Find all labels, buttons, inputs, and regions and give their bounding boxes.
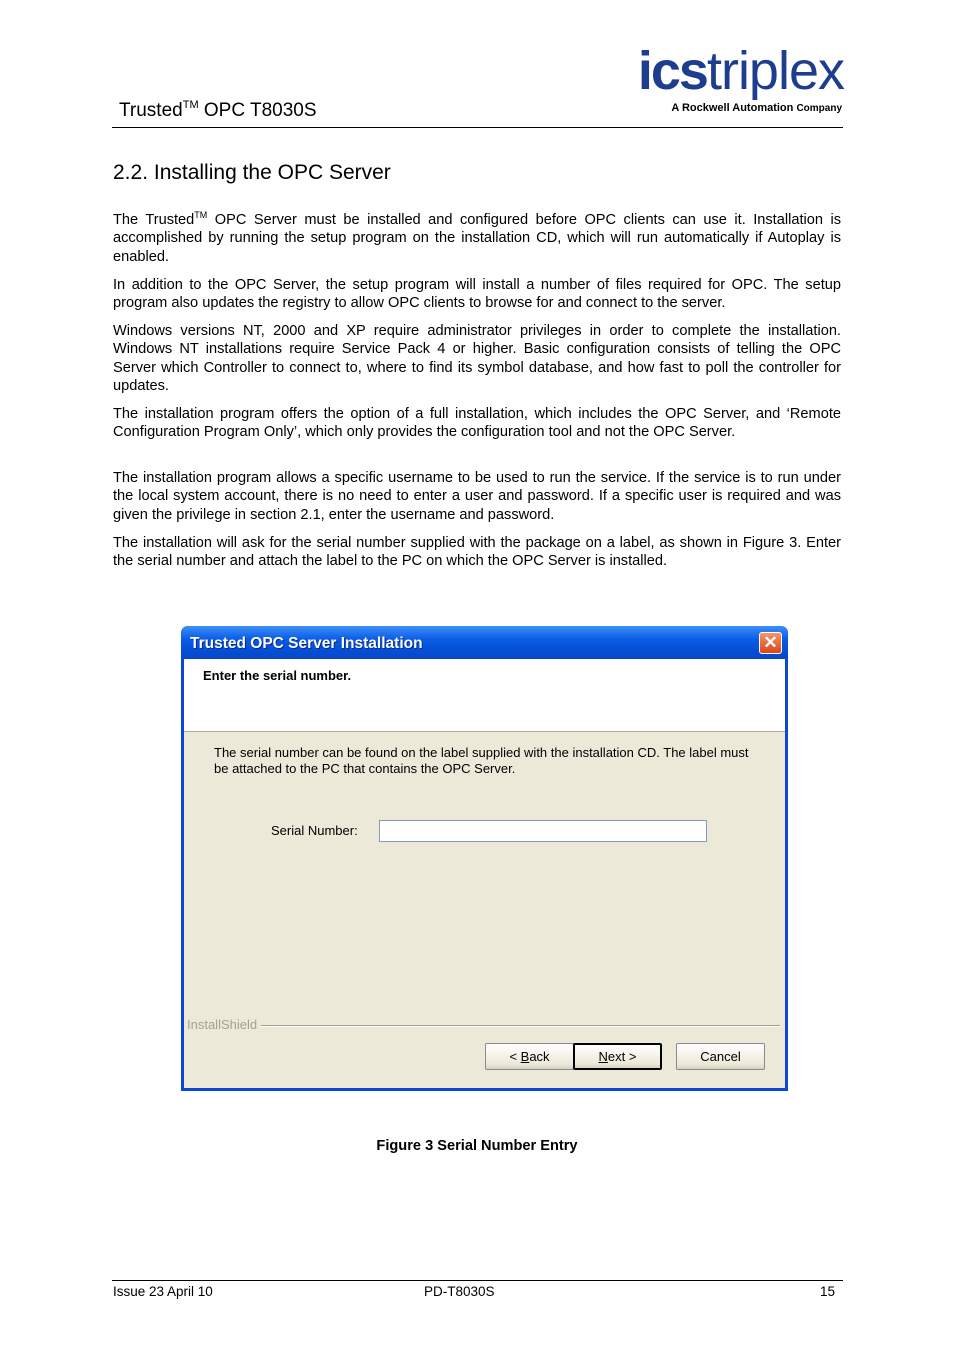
serial-number-label: Serial Number: <box>271 823 358 838</box>
p1-start: The Trusted <box>113 212 195 228</box>
tagline-brand: Rockwell Automation <box>681 102 794 114</box>
figure-caption: Figure 3 Serial Number Entry <box>376 1138 578 1154</box>
doc-title-text: Trusted <box>119 100 183 121</box>
document-title <box>119 99 317 122</box>
paragraph-4: The installation program offers the option of a full installation, which includes the OPC Server, and ‘Remote Configuration Program Only’, which only provides the configuration tool and not the OPC Server. <box>113 406 841 441</box>
back-button[interactable] <box>485 1043 574 1070</box>
footer-doc-id: PD-T8030S <box>424 1284 495 1299</box>
banner-instruction: Enter the serial number. <box>203 668 352 683</box>
doc-title-product: OPC T8030S <box>203 100 317 121</box>
dialog-titlebar[interactable] <box>181 626 788 659</box>
installshield-divider <box>261 1025 780 1027</box>
back-label: ack <box>529 1049 550 1064</box>
p1-rest: OPC Server must be installed and configured before OPC clients can use it. Installation is accomplished by running the setup program on the installation CD, which will run automatically if Autoplay is enabled. <box>113 212 841 265</box>
installation-dialog <box>181 626 788 1091</box>
installshield-label: InstallShield <box>187 1017 258 1032</box>
tagline-a: A <box>671 102 679 114</box>
paragraph-5: The installation program allows a specific username to be used to run the service. If the service is to run under the local system account, there is no need to enter a user and password. If a specific user is required and was given the privilege in section 2.1, enter the username and password. <box>113 470 841 523</box>
tagline-company: Company <box>796 103 842 114</box>
paragraph-6: The installation will ask for the serial number supplied with the package on a label, as shown in Figure 3. Enter the serial number and attach the label to the PC on which the OPC Server is installed. <box>113 535 841 570</box>
footer-rule <box>112 1280 843 1281</box>
dialog-title: Trusted OPC Server Installation <box>190 635 423 652</box>
close-icon[interactable]: ✕ <box>759 632 782 654</box>
logo-wordmark <box>637 41 844 101</box>
cancel-button[interactable]: Cancel <box>676 1043 765 1070</box>
p1-trademark: TM <box>194 210 208 220</box>
next-button[interactable] <box>573 1043 662 1070</box>
ics-triplex-logo <box>612 41 844 120</box>
serial-number-input[interactable] <box>379 820 707 842</box>
next-label: ext > <box>607 1049 637 1064</box>
dialog-body <box>184 659 785 1088</box>
paragraph-2: In addition to the OPC Server, the setup program will install a number of files required for OPC. The setup program also updates the registry to allow OPC clients to browse for and connect to the server. <box>113 277 841 312</box>
back-arrow: < <box>509 1049 521 1064</box>
footer-page-number: 15 <box>820 1284 836 1299</box>
paragraph-3: Windows versions NT, 2000 and XP require administrator privileges in order to complete the installation. Windows NT installations require Service Pack 4 or higher. Basic configuration consists of telling the OPC Server which Controller to connect to, where to find its symbol database, and how fast to poll the controller for updates. <box>113 323 841 394</box>
logo-light: triplex <box>706 41 844 101</box>
dialog-banner <box>184 659 785 732</box>
logo-bold: ics <box>637 41 707 101</box>
trademark-sup: TM <box>182 99 199 111</box>
next-accelerator: N <box>598 1049 608 1064</box>
back-accelerator: B <box>520 1049 530 1064</box>
paragraph-1 <box>113 211 841 266</box>
footer-issue: Issue 23 April 10 <box>113 1284 213 1299</box>
serial-hint-text: The serial number can be found on the label supplied with the installation CD. The label must be attached to the PC that contains the OPC Server. <box>214 745 749 776</box>
logo-tagline <box>671 102 842 114</box>
section-heading: 2.2. Installing the OPC Server <box>113 161 391 184</box>
header-rule <box>112 127 843 128</box>
